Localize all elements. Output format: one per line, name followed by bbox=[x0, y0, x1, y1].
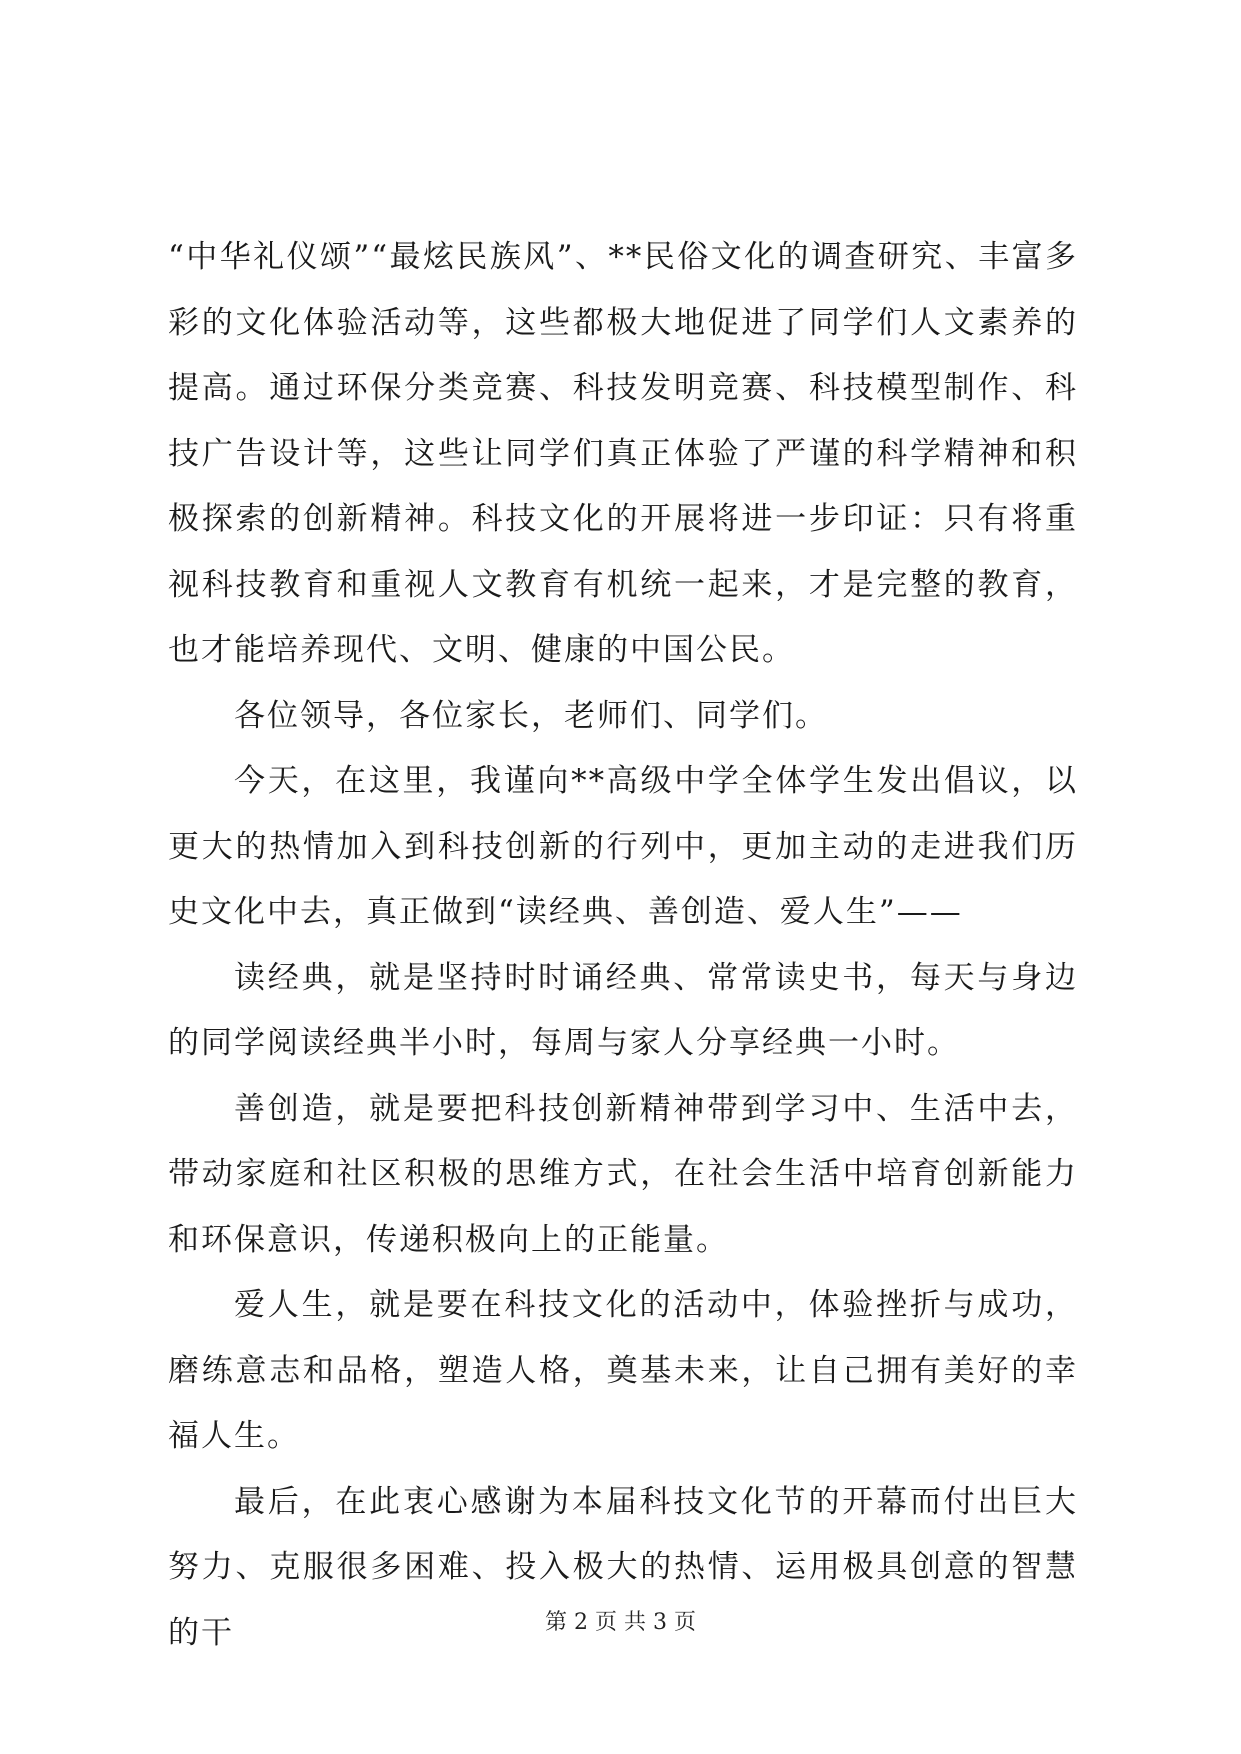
paragraph-5: 善创造，就是要把科技创新精神带到学习中、生活中去，带动家庭和社区积极的思维方式，在社会生活中培育创新能力和环保意识，传递积极向上的正能量。 bbox=[168, 1090, 1078, 1258]
paragraph-7: 最后，在此衷心感谢为本届科技文化节的开幕而付出巨大努力、克服很多困难、投入极大的热情、运用极具创意的智慧的干 bbox=[168, 1483, 1078, 1651]
paragraph-2: 各位领导，各位家长，老师们、同学们。 bbox=[234, 697, 828, 734]
paragraph-6: 爱人生，就是要在科技文化的活动中，体验挫折与成功，磨练意志和品格，塑造人格，奠基未来，让自己拥有美好的幸福人生。 bbox=[168, 1287, 1078, 1454]
paragraph-1: “中华礼仪颂”“最炫民族风”、**民俗文化的调查研究、丰富多彩的文化体验活动等，这些都极大地促进了同学们人文素养的提高。通过环保分类竞赛、科技发明竞赛、科技模型制作、科技广告设计等，这些让同学们真正体验了严谨的科学精神和积极探索的创新精神。科技文化的开展将进一步印证：只有将重视科技教育和重视人文教育有机统一起来，才是完整的教育，也才能培养现代、文明、健康的中国公民。 bbox=[168, 239, 1078, 668]
page-footer bbox=[0, 1608, 1241, 1638]
paragraph-4: 读经典，就是坚持时时诵经典、常常读史书，每天与身边的同学阅读经典半小时，每周与家人分享经典一小时。 bbox=[168, 959, 1078, 1061]
paragraph-3: 今天，在这里，我谨向**高级中学全体学生发出倡议，以更大的热情加入到科技创新的行列中，更加主动的走进我们历史文化中去，真正做到“读经典、善创造、爱人生”—— bbox=[168, 763, 1078, 930]
document-body bbox=[168, 225, 1078, 1666]
page-number-label: 第 2 页 共 3 页 bbox=[545, 1610, 696, 1635]
